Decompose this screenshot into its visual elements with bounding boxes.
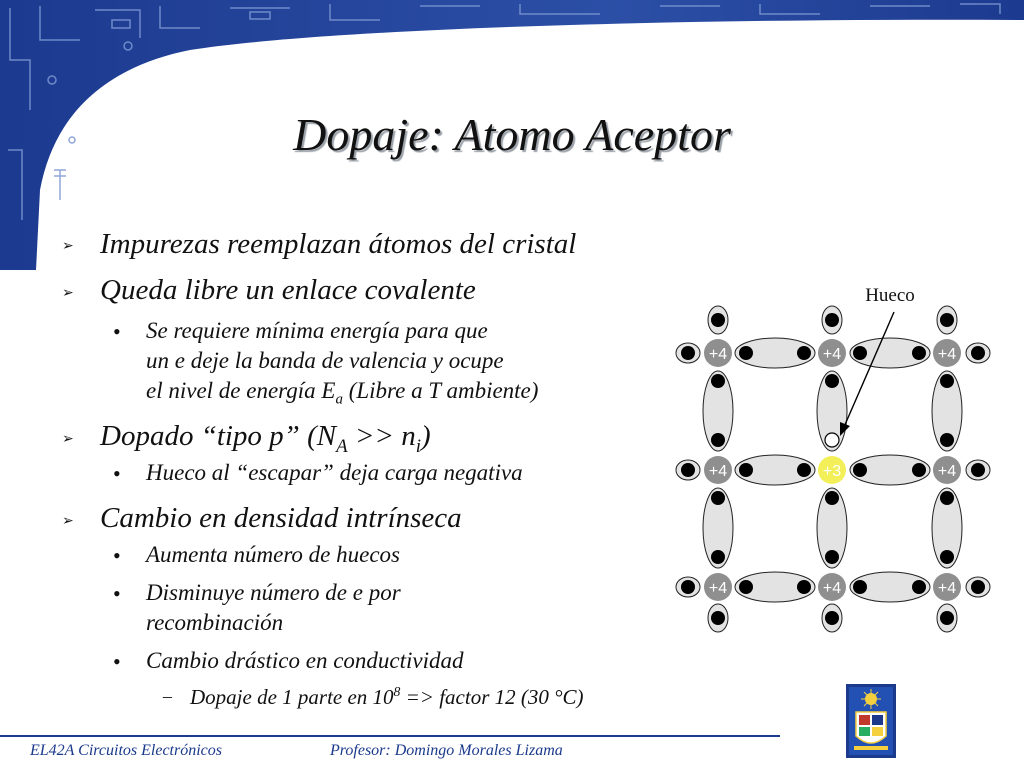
bullet-1: Impurezas reemplazan átomos del cristal — [100, 228, 577, 260]
arrow-bullet-icon: ➢ — [62, 514, 74, 529]
dot-bullet-icon: • — [113, 319, 121, 344]
atom-label: +4 — [822, 346, 842, 363]
hole-marker — [825, 433, 839, 447]
atom-label: +4 — [937, 346, 957, 363]
atom-r3c2 — [818, 573, 846, 601]
dot-bullet-icon: • — [113, 543, 121, 568]
arrow-bullet-icon: ➢ — [62, 432, 74, 447]
bullet-2-sub-line-3: el nivel de energía $E_a$ (Libre a T ambiente) — [146, 378, 539, 408]
bullet-3-sub-1: Hueco al “escapar” deja carga negativa — [146, 460, 523, 485]
slide-title: Dopaje: Atomo Aceptor — [293, 109, 731, 160]
crystal-lattice-diagram — [668, 280, 998, 640]
acceptor-atom — [818, 456, 846, 484]
acceptor-atom-label: +3 — [822, 463, 842, 480]
arrow-bullet-icon: ➢ — [62, 239, 74, 254]
atom-r2c1 — [704, 456, 732, 484]
bullet-4-sub-3-detail: Dopaje de 1 parte en $10^8$ => factor 12 (30 °C) — [190, 684, 584, 709]
footer-course: EL42A Circuitos Electrónicos — [30, 742, 222, 759]
atom-r1c3 — [933, 339, 961, 367]
hueco-label: Hueco — [865, 285, 915, 306]
bullet-4: Cambio en densidad intrínseca — [100, 502, 462, 534]
arrow-bullet-icon: ➢ — [62, 286, 74, 301]
dot-bullet-icon: • — [113, 461, 121, 486]
bullet-2: Queda libre un enlace covalente — [100, 274, 476, 306]
atom-r3c3 — [933, 573, 961, 601]
bullet-2-sub-line-1: Se requiere mínima energía para que — [146, 318, 488, 343]
atom-r1c2 — [818, 339, 846, 367]
bullet-4-sub-2-line-1: Disminuye número de e por — [146, 580, 401, 605]
atom-r3c1 — [704, 573, 732, 601]
bullet-4-sub-2-line-2: recombinación — [146, 610, 284, 635]
bullet-2-sub-line-2: un e deje la banda de valencia y ocupe — [146, 348, 504, 373]
footer-divider — [0, 735, 780, 737]
atom-label: +4 — [708, 463, 728, 480]
dot-bullet-icon: • — [113, 649, 121, 674]
atom-label: +4 — [822, 580, 842, 597]
atom-label: +4 — [708, 580, 728, 597]
bullet-4-sub-1: Aumenta número de huecos — [146, 542, 400, 567]
dash-bullet-icon: – — [163, 686, 172, 706]
bullet-4-sub-3: Cambio drástico en conductividad — [146, 648, 464, 673]
university-logo-icon — [846, 684, 896, 758]
atom-label: +4 — [708, 346, 728, 363]
atom-r2c3 — [933, 456, 961, 484]
atom-label: +4 — [937, 463, 957, 480]
hueco-arrow-line — [844, 312, 894, 427]
dot-bullet-icon: • — [113, 581, 121, 606]
hueco-arrow-head — [840, 422, 850, 436]
atom-label: +4 — [937, 580, 957, 597]
footer-professor: Profesor: Domingo Morales Lizama — [330, 742, 563, 759]
atom-r1c1 — [704, 339, 732, 367]
bullet-3: Dopado “tipo p” $(N_A >> n_i)$ — [100, 420, 431, 457]
